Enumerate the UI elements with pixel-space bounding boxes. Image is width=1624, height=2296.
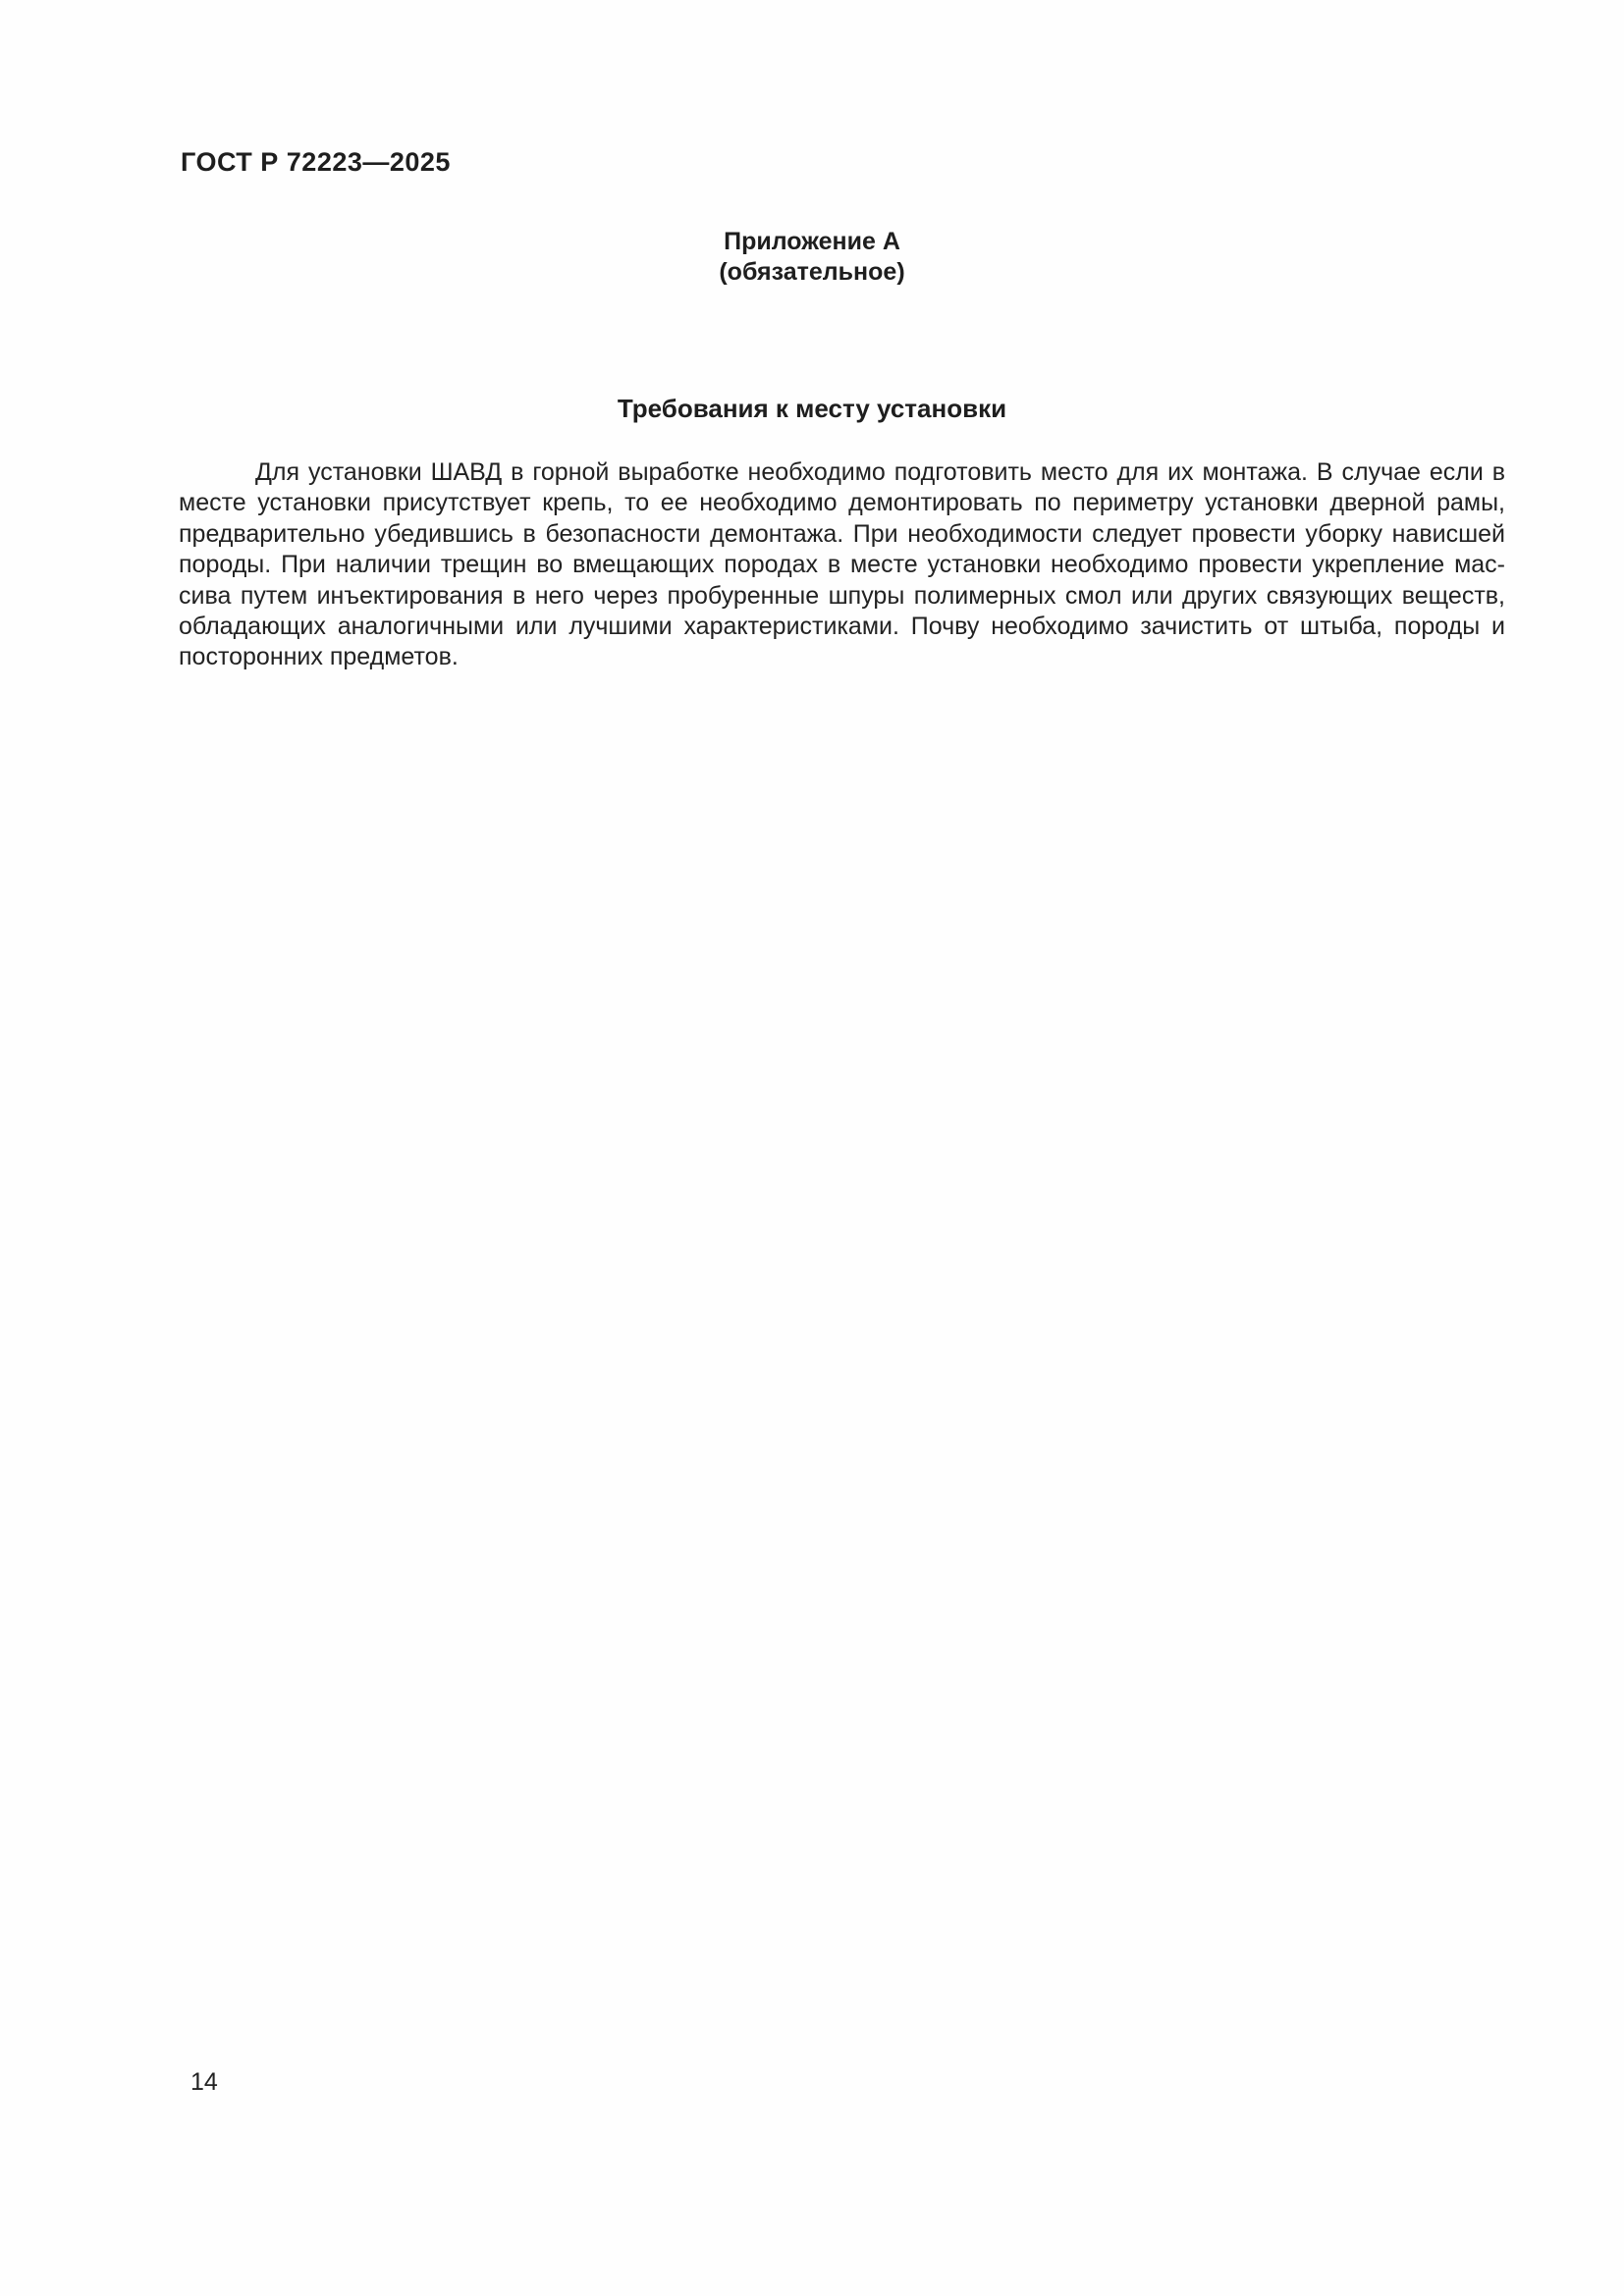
paragraph-line: месте установки присутствует крепь, то ее необходимо демонтировать по периметру установки дверной рамы, [179, 489, 1505, 517]
paragraph-line: Для установки ШАВД в горной выработке необходимо подготовить место для их монтажа. В случае если в [255, 458, 1505, 486]
paragraph-line: породы. При наличии трещин во вмещающих породах в месте установки необходимо провести укрепление мас- [179, 551, 1505, 579]
section-title: Требования к месту установки [617, 394, 1007, 423]
paragraph-line: посторонних предметов. [179, 643, 459, 671]
paragraph-line: обладающих аналогичными или лучшими характеристиками. Почву необходимо зачистить от штыба, породы и [179, 612, 1505, 640]
appendix-label: Приложение А [724, 228, 900, 255]
appendix-obligation-note: (обязательное) [719, 258, 905, 286]
appendix-heading [0, 227, 1624, 288]
paragraph-line: сива путем инъектирования в него через пробуренные шпуры полимерных смол или других связующих веществ, [179, 581, 1505, 610]
body-paragraph [179, 457, 1505, 673]
document-code: ГОСТ Р 72223—2025 [181, 147, 451, 177]
paragraph-line: предварительно убедившись в безопасности демонтажа. При необходимости следует провести уборку нависшей [179, 519, 1505, 548]
page-number: 14 [190, 2068, 218, 2096]
